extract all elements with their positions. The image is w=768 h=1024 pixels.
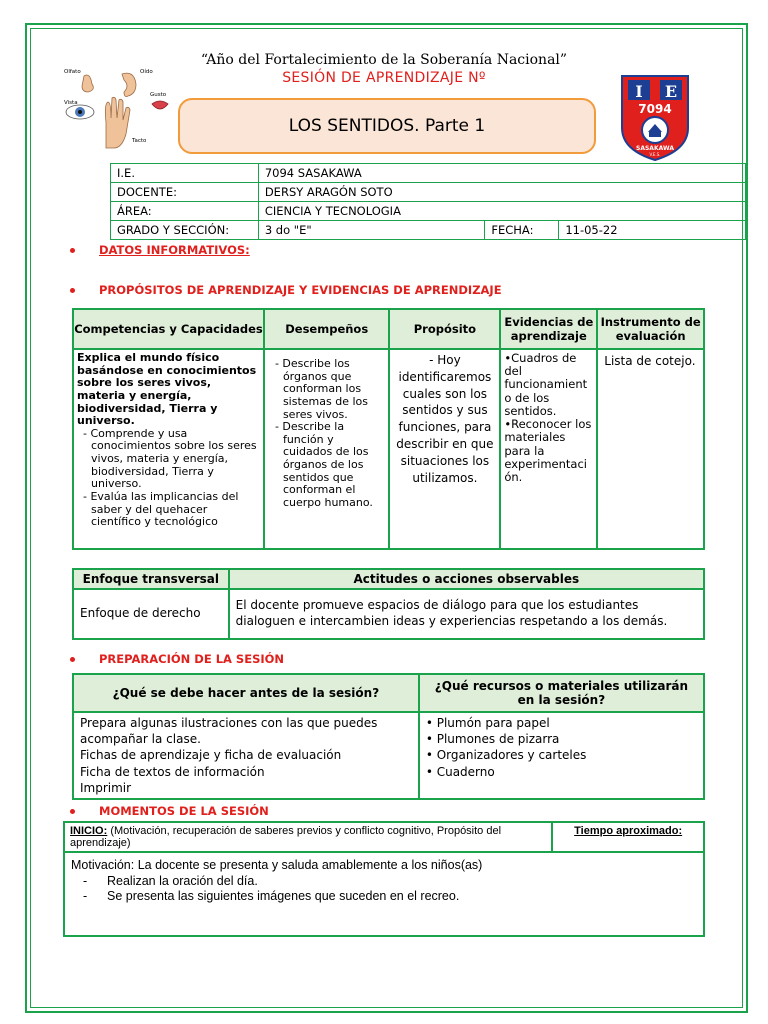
enfoque-actitud: El docente promueve espacios de diálogo para que los estudiantes dialoguen e intercambien ideas y experiencias respetando a los demás. xyxy=(229,589,704,639)
section-propositos xyxy=(70,283,502,297)
table-header-row xyxy=(64,822,704,852)
table-header-row xyxy=(73,674,704,712)
info-label: DOCENTE: xyxy=(111,183,259,202)
competencia-text: Explica el mundo físico basándose en conocimientos sobre los seres vivos, materia y energía, biodiversidad, Tierra y universo. xyxy=(77,351,257,428)
list-item: Prepara algunas ilustraciones con las que puedes acompañar la clase. xyxy=(80,716,378,747)
bullet-dot xyxy=(70,657,75,662)
capacidades-list xyxy=(77,428,260,529)
logo-number: 7094 xyxy=(638,102,672,116)
list-item: •Reconocer los materiales para la experimentaci ón. xyxy=(504,417,592,484)
senses-illustration xyxy=(62,64,174,150)
logo-name: SASAKAWA xyxy=(636,145,674,152)
motivacion-text: Motivación: La docente se presenta y saluda amablemente a los niños(as) xyxy=(71,858,483,872)
vista-label: Vista xyxy=(64,100,78,106)
header-instrumento: Instrumento de evaluación xyxy=(597,309,704,349)
list-item: •Cuadros de del funcionamient o de los sentidos. xyxy=(504,351,588,418)
info-label: ÁREA: xyxy=(111,202,259,221)
list-item: • Plumón para papel xyxy=(425,716,550,730)
inicio-cell xyxy=(64,822,552,852)
section-propositos-label: PROPÓSITOS DE APRENDIZAJE Y EVIDENCIAS DE APRENDIZAJE xyxy=(99,283,502,297)
list-item: • Organizadores y carteles xyxy=(425,748,587,763)
competencias-table xyxy=(72,308,705,550)
instrumento-cell: Lista de cotejo. xyxy=(597,349,704,549)
list-item: • Cuaderno xyxy=(425,764,495,779)
inicio-label: INICIO: xyxy=(70,825,108,837)
info-value: CIENCIA Y TECNOLOGIA xyxy=(258,202,745,221)
proposito-cell: - Hoy identificaremos cuales son los sentidos y sus funciones, para describir en que situaciones los utilizamos. xyxy=(389,349,500,549)
info-value: DERSY ARAGÓN SOTO xyxy=(258,183,745,202)
list-item: - Describe la función y cuidados de los órganos de los sentidos que conforman el cuerpo humano. xyxy=(274,420,373,510)
grado-value: 3 do "E" xyxy=(258,221,485,240)
header-proposito: Propósito xyxy=(389,309,500,349)
info-label: I.E. xyxy=(111,164,259,183)
table-row xyxy=(73,349,704,549)
title-part: Parte 1 xyxy=(424,116,486,136)
section-momentos-label: MOMENTOS DE LA SESIÓN xyxy=(99,804,269,818)
header-enfoque: Enfoque transversal xyxy=(73,569,229,589)
list-item: - Describe los órganos que conforman los sistemas de los seres vivos. xyxy=(274,357,368,421)
info-row xyxy=(111,164,746,183)
evidencias-list xyxy=(504,352,593,484)
info-row xyxy=(111,202,746,221)
preparacion-table xyxy=(72,673,705,800)
tiempo-label: Tiempo aproximado: xyxy=(574,825,683,837)
table-row xyxy=(73,589,704,639)
school-logo xyxy=(618,70,692,162)
section-datos-label: DATOS INFORMATIVOS: xyxy=(99,243,250,257)
grado-label: GRADO Y SECCIÓN: xyxy=(111,221,259,240)
bullet-dot xyxy=(70,248,75,253)
enfoque-name: Enfoque de derecho xyxy=(73,589,229,639)
info-row xyxy=(111,221,746,240)
competencias-cell xyxy=(73,349,264,549)
table-header-row xyxy=(73,569,704,589)
recursos-cell xyxy=(419,712,704,799)
enfoque-table xyxy=(72,568,705,640)
evidencias-cell xyxy=(500,349,597,549)
inicio-desc: (Motivación, recuperación de saberes previos y conflicto cognitivo, Propósito del aprendizaje) xyxy=(70,825,502,849)
bullet-dot xyxy=(70,809,75,814)
oido-label: Oído xyxy=(140,69,153,75)
section-datos xyxy=(70,243,250,257)
list-item: Ficha de textos de información xyxy=(80,764,265,779)
list-item: • Plumones de pizarra xyxy=(425,732,560,747)
antes-cell xyxy=(73,712,419,799)
bullet-dot xyxy=(70,288,75,293)
list-item: - Evalúa las implicancias del saber y del quehacer científico y tecnológico xyxy=(83,490,239,529)
header-actitudes: Actitudes o acciones observables xyxy=(229,569,704,589)
info-table xyxy=(110,163,746,240)
table-header-row xyxy=(73,309,704,349)
fecha-value: 11-05-22 xyxy=(559,221,746,240)
session-number-label: SESIÓN DE APRENDIZAJE Nº xyxy=(282,70,486,86)
logo-letter-i: I xyxy=(635,82,643,101)
header-evidencias: Evidencias de aprendizaje xyxy=(500,309,597,349)
fecha-label: FECHA: xyxy=(485,221,559,240)
section-momentos xyxy=(70,804,269,818)
list-item: - Comprende y usa conocimientos sobre los seres vivos, materia y energía, biodiversidad, Tierra y universo. xyxy=(83,426,257,491)
section-preparacion-label: PREPARACIÓN DE LA SESIÓN xyxy=(99,652,285,666)
motto: “Año del Fortalecimiento de la Soberanía Nacional” xyxy=(200,52,568,68)
gusto-label: Gusto xyxy=(150,92,167,98)
list-item: Imprimir xyxy=(80,780,132,795)
list-item: - Realizan la oración del día. xyxy=(71,874,697,890)
header-competencias: Competencias y Capacidades xyxy=(73,309,264,349)
title-main: LOS SENTIDOS. xyxy=(288,116,420,136)
olfato-label: Olfato xyxy=(64,69,81,75)
tacto-label: Tacto xyxy=(132,138,147,144)
tiempo-cell xyxy=(552,822,704,852)
title-box xyxy=(178,98,596,154)
logo-sub: V.E.S. xyxy=(649,152,661,157)
table-row xyxy=(73,712,704,799)
header-desempenos: Desempeños xyxy=(264,309,390,349)
list-item: - Se presenta las siguientes imágenes que suceden en el recreo. xyxy=(71,889,697,905)
momentos-table xyxy=(63,821,705,937)
section-preparacion xyxy=(70,652,284,666)
list-item: Fichas de aprendizaje y ficha de evaluación xyxy=(80,748,342,763)
motivacion-cell xyxy=(64,852,704,936)
header-antes: ¿Qué se debe hacer antes de la sesión? xyxy=(73,674,419,712)
info-value: 7094 SASAKAWA xyxy=(258,164,745,183)
desempenos-cell xyxy=(264,349,390,549)
momentos-list xyxy=(71,874,697,905)
info-row xyxy=(111,183,746,202)
header-recursos: ¿Qué recursos o materiales utilizarán en la sesión? xyxy=(419,674,704,712)
logo-letter-e: E xyxy=(664,82,678,101)
table-row xyxy=(64,852,704,936)
desempenos-list xyxy=(273,358,383,510)
